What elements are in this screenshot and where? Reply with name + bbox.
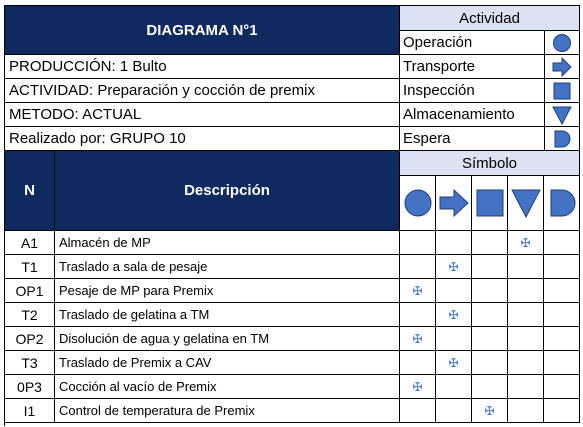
symbol-header-espera xyxy=(544,176,580,231)
mark-icon: ✠ xyxy=(412,331,423,346)
symbol-cell xyxy=(472,399,508,423)
symbol-cell xyxy=(400,327,436,351)
column-header-n: N xyxy=(5,151,55,231)
row-description: Traslado de Premix a CAV xyxy=(55,351,400,375)
diagram-title: DIAGRAMA N°1 xyxy=(5,6,400,55)
row-description: Traslado a sala de pesaje xyxy=(55,255,400,279)
symbol-cell xyxy=(472,327,508,351)
row-description: Pesaje de MP para Premix xyxy=(55,279,400,303)
legend-title: Actividad xyxy=(400,6,580,31)
symbol-cell xyxy=(400,399,436,423)
legend-operacion-symbol xyxy=(545,31,580,55)
row-description: Almacén de MP xyxy=(55,231,400,255)
row-code: T2 xyxy=(5,303,55,327)
circle-icon xyxy=(552,33,572,53)
symbol-cell xyxy=(508,255,544,279)
symbol-cell xyxy=(544,255,580,279)
row-code: I1 xyxy=(5,399,55,423)
symbol-cell xyxy=(436,303,472,327)
row-description: Traslado de gelatina a TM xyxy=(55,303,400,327)
legend-inspeccion-symbol xyxy=(545,79,580,103)
mark-icon: ✠ xyxy=(448,259,459,274)
row-description: Cocción al vacío de Premix xyxy=(55,375,400,399)
d-shape-icon xyxy=(552,129,572,149)
symbol-cell xyxy=(544,375,580,399)
row-code: A1 xyxy=(5,231,55,255)
symbol-cell xyxy=(508,279,544,303)
arrow-right-icon xyxy=(438,188,470,218)
symbol-cell xyxy=(436,327,472,351)
symbol-cell xyxy=(472,303,508,327)
symbol-cell xyxy=(508,327,544,351)
symbol-cell xyxy=(400,351,436,375)
symbol-cell xyxy=(400,255,436,279)
row-code: T1 xyxy=(5,255,55,279)
symbol-header-inspeccion xyxy=(472,176,508,231)
symbol-cell xyxy=(400,279,436,303)
actividad-label: ACTIVIDAD: Preparación y cocción de premix xyxy=(5,79,400,103)
symbol-cell xyxy=(472,255,508,279)
symbol-cell xyxy=(508,399,544,423)
symbol-cell xyxy=(472,279,508,303)
symbol-header-transporte xyxy=(436,176,472,231)
legend-inspeccion-label: Inspección xyxy=(400,79,545,103)
triangle-down-icon xyxy=(511,188,541,218)
symbol-cell xyxy=(436,375,472,399)
symbol-cell xyxy=(472,231,508,255)
mark-icon: ✠ xyxy=(412,379,423,394)
symbol-cell xyxy=(544,351,580,375)
column-header-simbolo: Símbolo xyxy=(400,151,580,176)
legend-transporte-symbol xyxy=(545,55,580,79)
symbol-cell xyxy=(436,231,472,255)
mark-icon: ✠ xyxy=(448,307,459,322)
symbol-header-almacenamiento xyxy=(508,176,544,231)
mark-icon: ✠ xyxy=(484,403,495,418)
mark-icon: ✠ xyxy=(448,355,459,370)
row-description: Control de temperatura de Premix xyxy=(55,399,400,423)
circle-icon xyxy=(403,188,433,218)
row-code: OP2 xyxy=(5,327,55,351)
symbol-cell xyxy=(544,279,580,303)
square-icon xyxy=(553,82,571,100)
symbol-cell xyxy=(436,279,472,303)
arrow-right-icon xyxy=(551,57,573,77)
legend-espera-label: Espera xyxy=(400,127,545,151)
symbol-cell xyxy=(508,351,544,375)
symbol-cell xyxy=(400,375,436,399)
symbol-cell xyxy=(544,303,580,327)
legend-almacenamiento-label: Almacenamiento xyxy=(400,103,545,127)
d-shape-icon xyxy=(547,188,577,218)
symbol-cell xyxy=(400,303,436,327)
row-code: OP1 xyxy=(5,279,55,303)
symbol-cell xyxy=(400,231,436,255)
mark-icon: ✠ xyxy=(412,283,423,298)
symbol-cell xyxy=(508,375,544,399)
metodo-label: METODO: ACTUAL xyxy=(5,103,400,127)
symbol-cell xyxy=(544,327,580,351)
column-header-descripcion: Descripción xyxy=(55,151,400,231)
symbol-cell xyxy=(544,231,580,255)
legend-operacion-label: Operación xyxy=(400,31,545,55)
row-code: T3 xyxy=(5,351,55,375)
symbol-cell xyxy=(436,399,472,423)
symbol-cell xyxy=(508,231,544,255)
symbol-cell xyxy=(544,399,580,423)
legend-almacenamiento-symbol xyxy=(545,103,580,127)
symbol-cell xyxy=(508,303,544,327)
symbol-cell xyxy=(436,351,472,375)
symbol-cell xyxy=(472,375,508,399)
row-description: Disolución de agua y gelatina en TM xyxy=(55,327,400,351)
symbol-cell xyxy=(436,255,472,279)
symbol-header-operacion xyxy=(400,176,436,231)
row-code: 0P3 xyxy=(5,375,55,399)
produccion-label: PRODUCCIÓN: 1 Bulto xyxy=(5,55,400,79)
symbol-cell xyxy=(472,351,508,375)
legend-transporte-label: Transporte xyxy=(400,55,545,79)
mark-icon: ✠ xyxy=(520,235,531,250)
legend-espera-symbol xyxy=(545,127,580,151)
square-icon xyxy=(476,189,504,217)
triangle-down-icon xyxy=(552,105,572,125)
realizado-label: Realizado por: GRUPO 10 xyxy=(5,127,400,151)
